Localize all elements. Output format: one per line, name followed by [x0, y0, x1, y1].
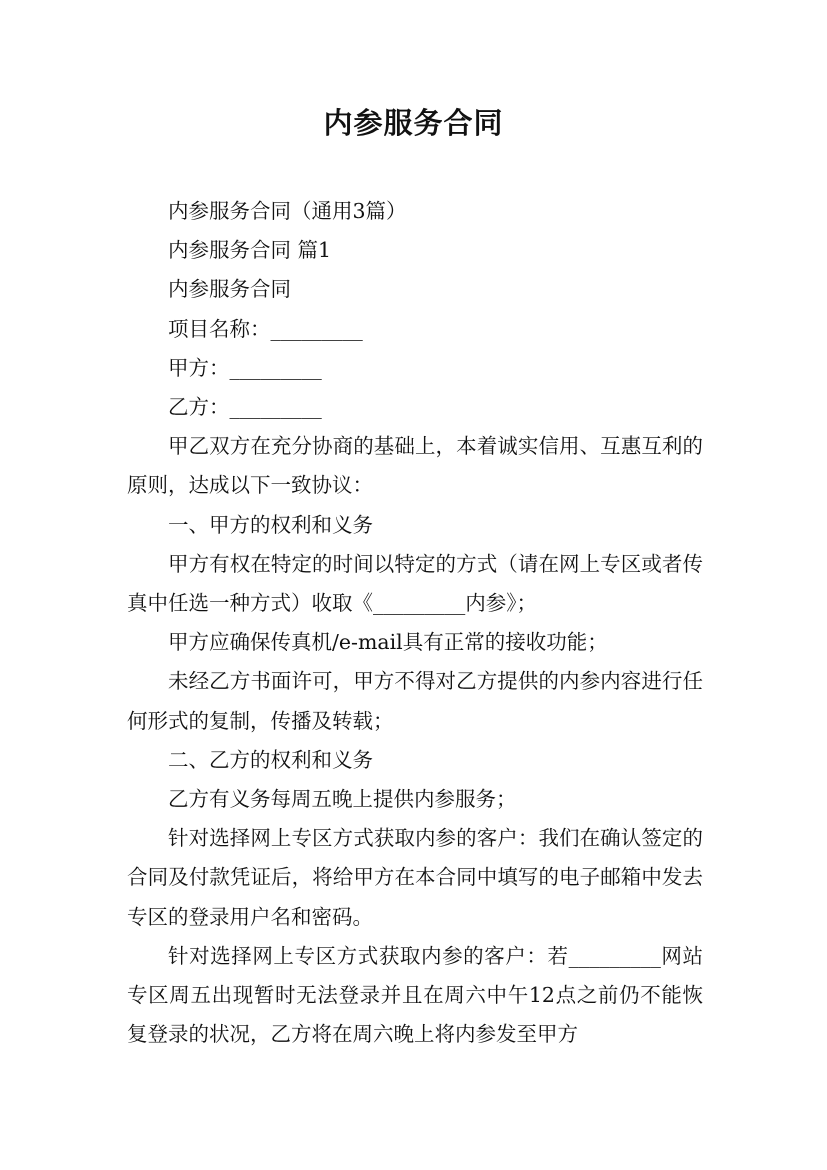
paragraph-contract-name: 内参服务合同 — [168, 277, 291, 302]
document-title: 内参服务合同 — [323, 106, 504, 140]
paragraph-party-a-right-1: 甲方有权在特定的时间以特定的方式（请在网上专区或者传真中任选一种方式）收取《_________内参》； — [127, 551, 703, 616]
paragraph-party-b-duty-3: 针对选择网上专区方式获取内参的客户：若_________网站专区周五出现暂时无法登录并且在周六中午12点之前仍不能恢复登录的状况，乙方将在周六晚上将内参发至甲方 — [127, 943, 703, 1047]
paragraph-party-a-right-2: 甲方应确保传真机/e-mail具有正常的接收功能； — [168, 630, 608, 655]
paragraph-heading-party-a-rights: 一、甲方的权利和义务 — [168, 512, 373, 537]
paragraph-subtitle: 内参服务合同（通用3篇） — [168, 199, 407, 223]
paragraph-section-heading: 内参服务合同 篇1 — [168, 238, 332, 263]
paragraph-party-a: 甲方：_________ — [168, 355, 322, 380]
paragraph-heading-party-b-rights: 二、乙方的权利和义务 — [168, 747, 373, 772]
paragraph-party-a-right-3: 未经乙方书面许可，甲方不得对乙方提供的内参内容进行任何形式的复制，传播及转载； — [127, 669, 703, 733]
paragraph-agreement-intro: 甲乙双方在充分协商的基础上，本着诚实信用、互惠互利的原则，达成以下一致协议： — [127, 434, 703, 498]
paragraph-party-b-duty-2: 针对选择网上专区方式获取内参的客户：我们在确认签定的合同及付款凭证后，将给甲方在本合同中填写的电子邮箱中发去专区的登录用户名和密码。 — [127, 826, 703, 929]
paragraph-party-b-duty-1: 乙方有义务每周五晚上提供内参服务； — [168, 787, 517, 812]
document-body — [127, 192, 703, 1054]
paragraph-project-name: 项目名称：_________ — [168, 316, 363, 341]
paragraph-party-b: 乙方：_________ — [168, 395, 322, 420]
